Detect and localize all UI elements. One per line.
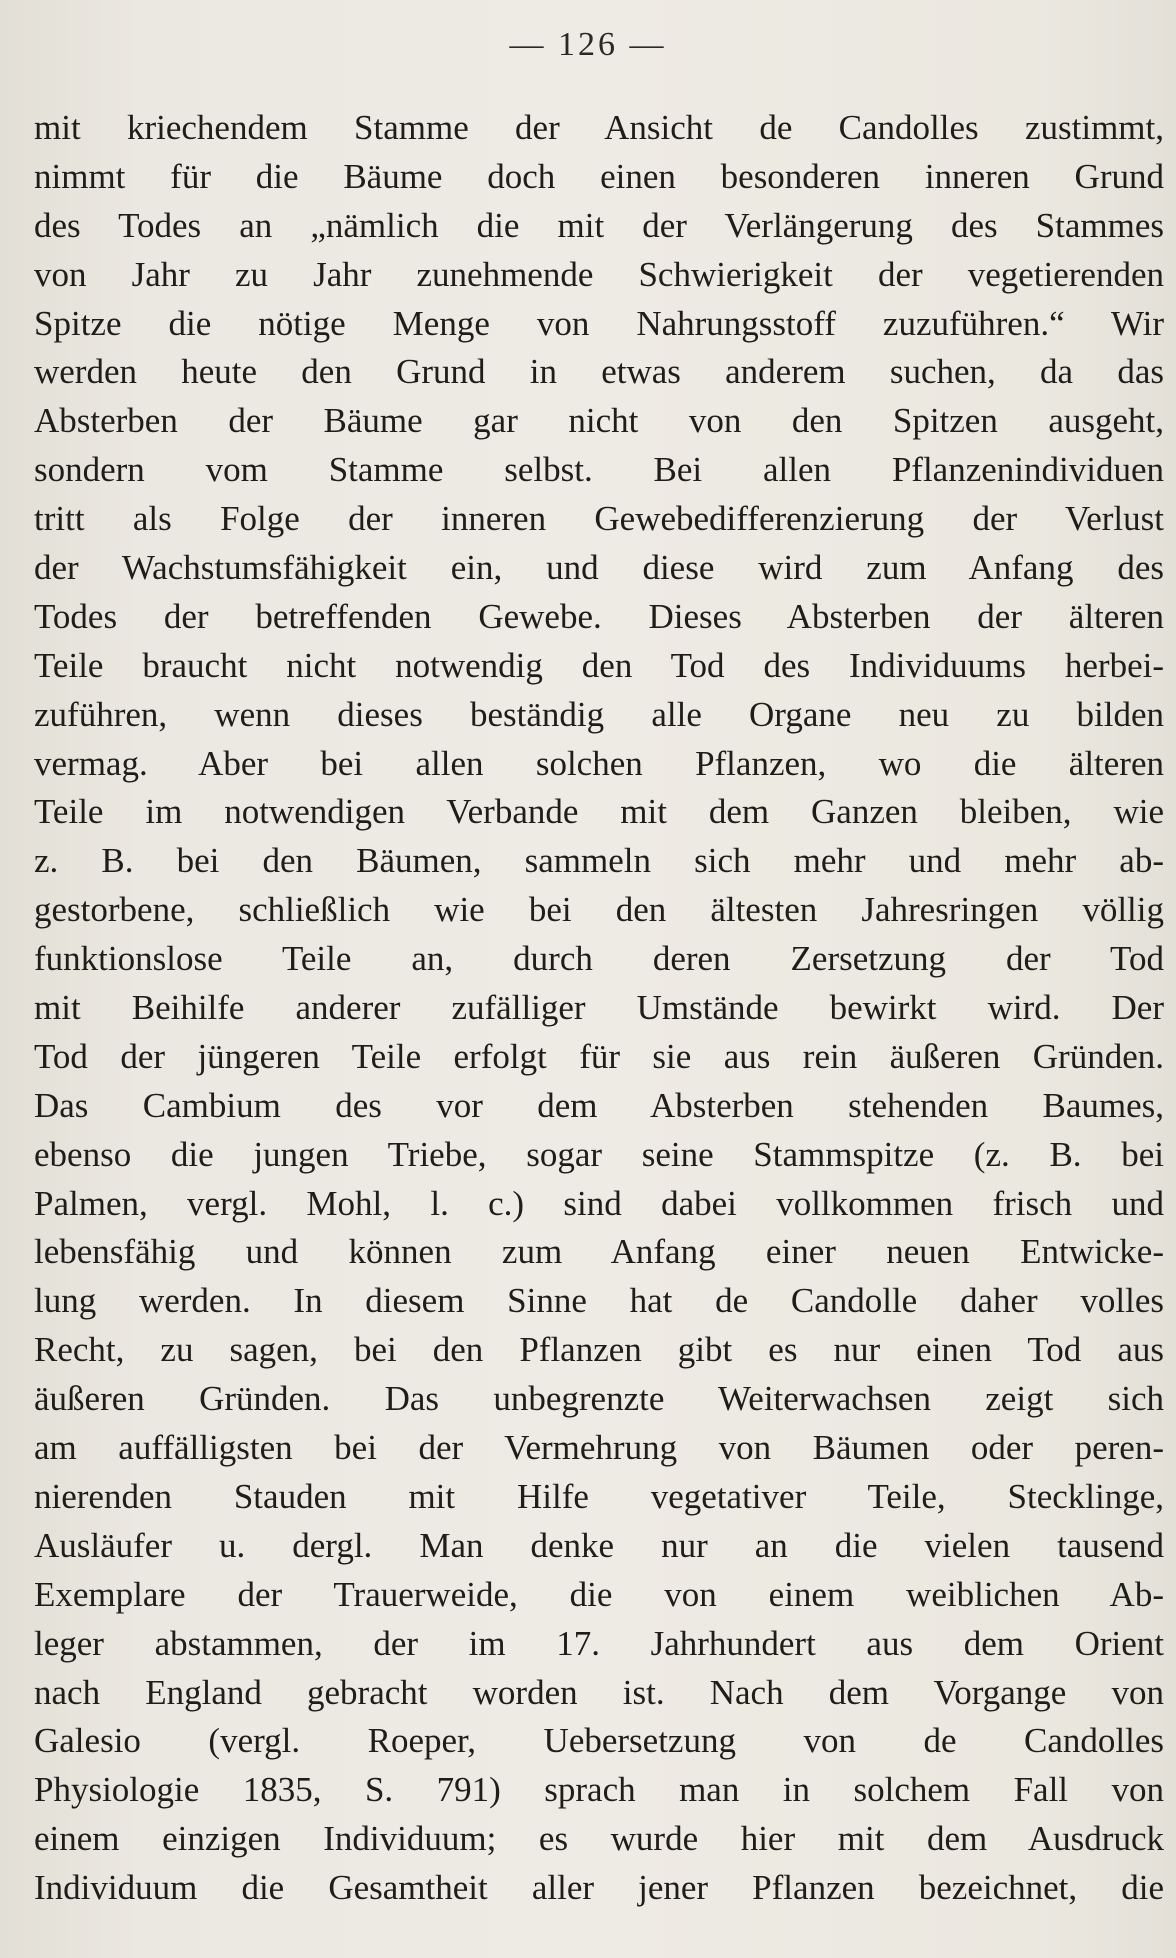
text-line: z. B. bei den Bäumen, sammeln sich mehr und mehr ab- bbox=[34, 841, 1164, 881]
text-line: werden heute den Grund in etwas anderem suchen, da das bbox=[34, 352, 1164, 392]
text-line: des Todes an „nämlich die mit der Verlängerung des Stammes bbox=[34, 205, 1164, 245]
text-line: Recht, zu sagen, bei den Pflanzen gibt es nur einen Tod aus bbox=[34, 1330, 1164, 1370]
text-line: Absterben der Bäume gar nicht von den Spitzen ausgeht, bbox=[34, 401, 1164, 441]
text-line: Ausläufer u. dergl. Man denke nur an die vielen tausend bbox=[34, 1525, 1164, 1565]
text-line: am auffälligsten bei der Vermehrung von Bäumen oder peren- bbox=[34, 1428, 1164, 1468]
text-line: äußeren Gründen. Das unbegrenzte Weiterwachsen zeigt sich bbox=[34, 1379, 1164, 1419]
text-line: Exemplare der Trauerweide, die von einem weiblichen Ab- bbox=[34, 1574, 1164, 1614]
text-line: einem einzigen Individuum; es wurde hier mit dem Ausdruck bbox=[34, 1819, 1164, 1859]
text-line: Physiologie 1835, S. 791) sprach man in solchem Fall von bbox=[34, 1770, 1164, 1810]
text-line: gestorbene, schließlich wie bei den ältesten Jahresringen völlig bbox=[34, 890, 1164, 930]
text-line: lebensfähig und können zum Anfang einer neuen Entwicke- bbox=[34, 1232, 1164, 1272]
text-line: leger abstammen, der im 17. Jahrhundert aus dem Orient bbox=[34, 1623, 1164, 1663]
text-line: Teile braucht nicht notwendig den Tod des Individuums herbei- bbox=[34, 645, 1164, 685]
text-line: Galesio (vergl. Roeper, Uebersetzung von de Candolles bbox=[34, 1721, 1164, 1761]
text-line: funktionslose Teile an, durch deren Zersetzung der Tod bbox=[34, 939, 1164, 979]
text-line: lung werden. In diesem Sinne hat de Candolle daher volles bbox=[34, 1281, 1164, 1321]
text-line: Tod der jüngeren Teile erfolgt für sie aus rein äußeren Gründen. bbox=[34, 1036, 1164, 1076]
text-line: mit Beihilfe anderer zufälliger Umstände bewirkt wird. Der bbox=[34, 988, 1164, 1028]
text-line: sondern vom Stamme selbst. Bei allen Pflanzenindividuen bbox=[34, 450, 1164, 490]
text-line: der Wachstumsfähigkeit ein, und diese wird zum Anfang des bbox=[34, 548, 1164, 588]
text-line: Spitze die nötige Menge von Nahrungsstoff zuzuführen.“ Wir bbox=[34, 303, 1164, 343]
text-line: nimmt für die Bäume doch einen besonderen inneren Grund bbox=[34, 156, 1164, 196]
body-text bbox=[34, 104, 1164, 1913]
text-line: Individuum die Gesamtheit aller jener Pflanzen bezeichnet, die bbox=[34, 1868, 1164, 1908]
text-line: Das Cambium des vor dem Absterben stehenden Baumes, bbox=[34, 1085, 1164, 1125]
text-line: tritt als Folge der inneren Gewebedifferenzierung der Verlust bbox=[34, 499, 1164, 539]
text-line: vermag. Aber bei allen solchen Pflanzen, wo die älteren bbox=[34, 743, 1164, 783]
text-line: Teile im notwendigen Verbande mit dem Ganzen bleiben, wie bbox=[34, 792, 1164, 832]
text-line: mit kriechendem Stamme der Ansicht de Candolles zustimmt, bbox=[34, 108, 1164, 147]
text-line: von Jahr zu Jahr zunehmende Schwierigkeit der vegetierenden bbox=[34, 254, 1164, 294]
text-line: Palmen, vergl. Mohl, l. c.) sind dabei vollkommen frisch und bbox=[34, 1183, 1164, 1223]
text-line: ebenso die jungen Triebe, sogar seine Stammspitze (z. B. bei bbox=[34, 1134, 1164, 1174]
text-line: Todes der betreffenden Gewebe. Dieses Absterben der älteren bbox=[34, 596, 1164, 636]
text-line: nierenden Stauden mit Hilfe vegetativer Teile, Stecklinge, bbox=[34, 1476, 1164, 1516]
page-number-header: — 126 — bbox=[509, 26, 667, 63]
text-line: nach England gebracht worden ist. Nach dem Vorgange von bbox=[34, 1672, 1164, 1712]
text-line: zuführen, wenn dieses beständig alle Organe neu zu bilden bbox=[34, 694, 1164, 734]
